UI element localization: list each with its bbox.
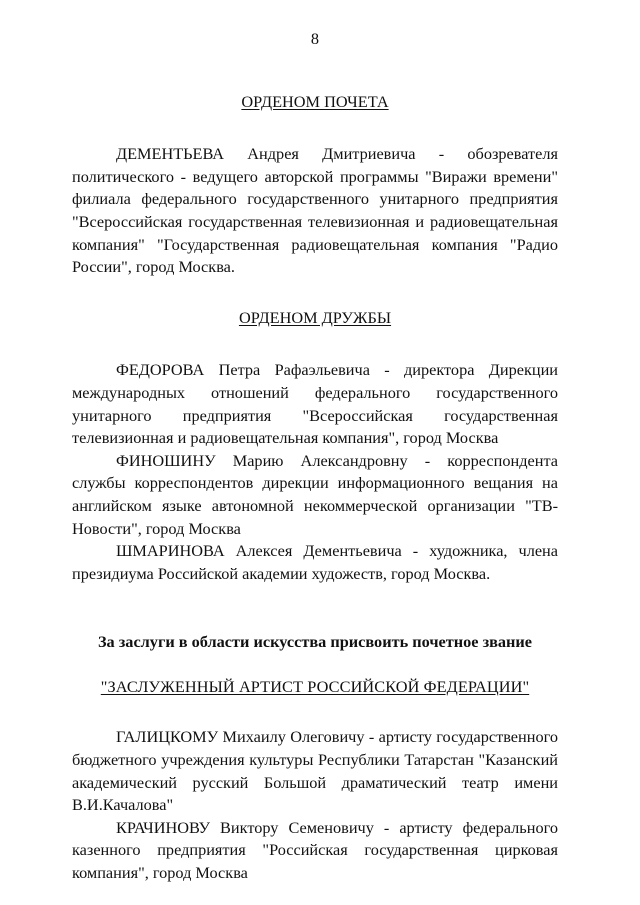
award-entry: ФИНОШИНУ Марию Александровну - корреспондента службы корреспондентов дирекции информационного вещания на английском языке автономной некоммерческой организации "ТВ-Новости", город Москва: [72, 450, 558, 538]
section-heading-order-of-friendship: ОРДЕНОМ ДРУЖБЫ: [238, 307, 392, 327]
document-page: [72, 28, 558, 885]
award-entry: ФЕДОРОВА Петра Рафаэльевича - директора Дирекции международных отношений федерального государственного унитарного предприятия "Всероссийская государственная телевизионная и радиовещательная компания", город Москва: [72, 360, 558, 448]
honorary-title-name: "ЗАСЛУЖЕННЫЙ АРТИСТ РОССИЙСКОЙ ФЕДЕРАЦИИ": [100, 676, 530, 696]
section-honorary-title: [72, 631, 558, 884]
award-entry: КРАЧИНОВУ Виктору Семеновичу - артисту федерального казенного предприятия "Российская государственная цирковая компания", город Москва: [72, 817, 558, 883]
section-order-of-friendship: [72, 307, 558, 586]
section-heading-order-of-honor: ОРДЕНОМ ПОЧЕТА: [241, 91, 389, 111]
award-entry: ШМАРИНОВА Алексея Дементьевича - художника, члена президиума Российской академии художеств, город Москва.: [72, 541, 558, 583]
page-number: 8: [310, 29, 320, 48]
honorary-title-lead: За заслуги в области искусства присвоить почетное звание: [97, 632, 533, 652]
award-entry: ДЕМЕНТЬЕВА Андрея Дмитриевича - обозревателя политического - ведущего авторской программы "Виражи времени" филиала федерального государственного унитарного предприятия "Всероссийская государственная телевизионная и радиовещательная компания" "Государственная радиовещательная компания "Радио России", город Москва.: [72, 144, 558, 277]
award-entry: ГАЛИЦКОМУ Михаилу Олеговичу - артисту государственного бюджетного учреждения культуры Республики Татарстан "Казанский академический русский Большой драматический театр имени В.И.Качалова": [72, 727, 558, 815]
section-order-of-honor: [72, 91, 558, 279]
